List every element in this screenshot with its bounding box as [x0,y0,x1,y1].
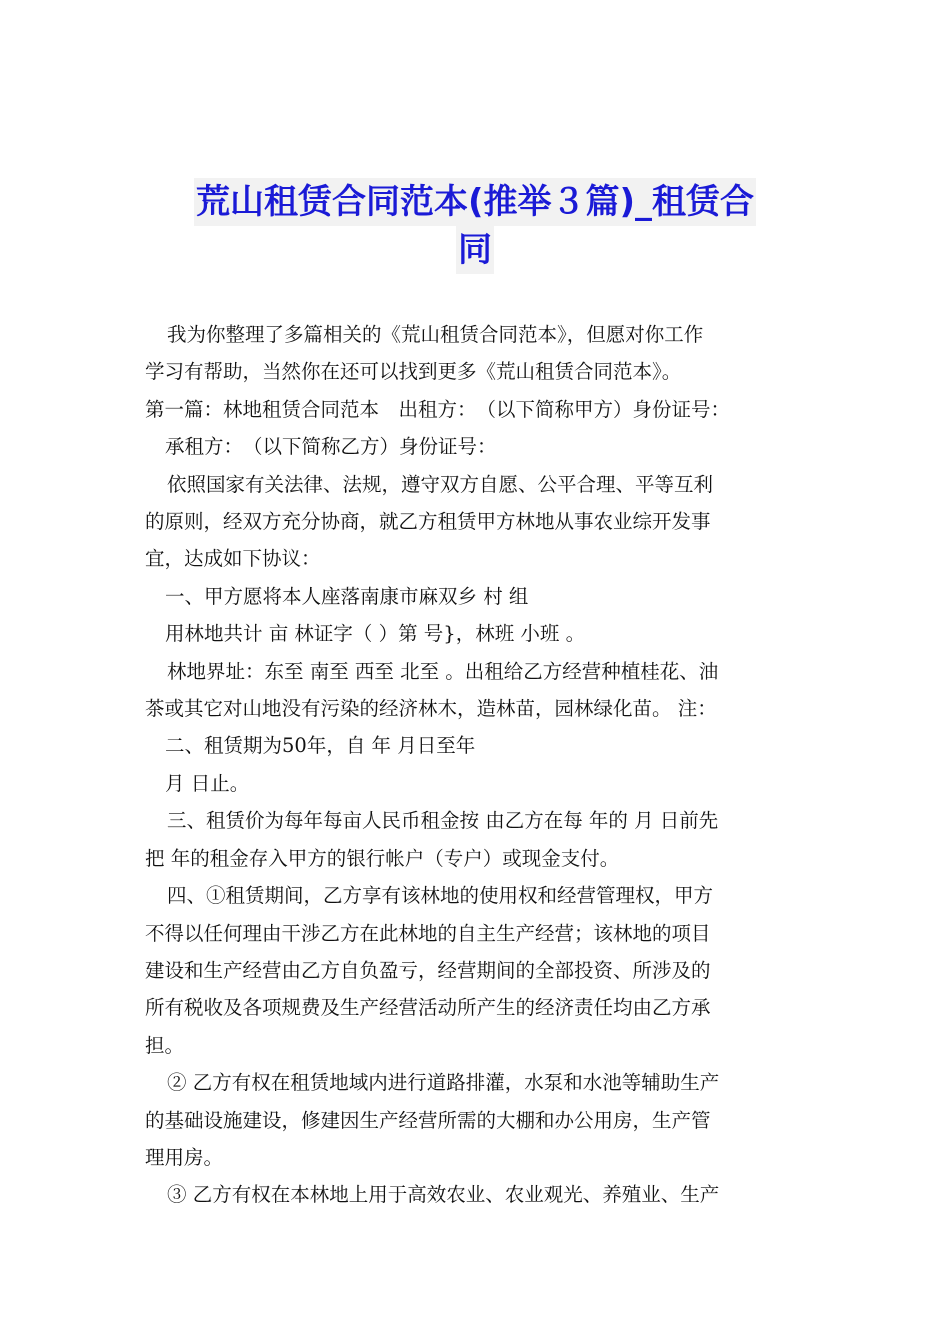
paragraph-line: 所有税收及各项规费及生产经营活动所产生的经济责任均由乙方承 [145,996,711,1020]
paragraph-line: 我为你整理了多篇相关的《荒山租赁合同范本》，但愿对你工作 [167,323,704,346]
paragraph-line: 的基础设施建设，修建因生产经营所需的大棚和办公用房，生产管 [145,1108,711,1132]
paragraph-line: 建设和生产经营由乙方自负盈亏，经营期间的全部投资、所涉及的 [145,958,711,982]
paragraph-line: 林地界址：东至 南至 西至 北至 。出租给乙方经营种植桂花、油 [167,659,719,683]
paragraph-line: 宜，达成如下协议： [145,547,321,571]
paragraph-line: 月 日止。 [165,771,250,795]
paragraph-line: 茶或其它对山地没有污染的经济林木，造林苗，园林绿化苗。 注： [145,697,717,721]
paragraph-line: 学习有帮助，当然你在还可以找到更多《荒山租赁合同范本》。 [145,360,682,384]
paragraph-line: 二、租赁期为50年，自 年 月日至年 [165,734,476,758]
title-line-2: 同 [456,226,494,274]
paragraph-line: ③ 乙方有权在本林地上用于高效农业、农业观光、养殖业、生产 [167,1183,720,1207]
paragraph-line: ② 乙方有权在租赁地域内进行道路排灌，水泵和水池等辅助生产 [167,1071,720,1095]
paragraph-line: 第一篇：林地租赁合同范本 出租方： （以下简称甲方）身份证号： [145,397,731,421]
title-line-1: 荒山租赁合同范本(推举３篇)_租赁合 [194,178,756,226]
paragraph-line: 四、①租赁期间，乙方享有该林地的使用权和经营管理权，甲方 [167,884,714,908]
paragraph-line: 用林地共计 亩 林证字（ ）第 号}，林班 小班 。 [165,622,586,646]
paragraph-line: 的原则，经双方充分协商，就乙方租赁甲方林地从事农业综开发事 [145,510,711,534]
paragraph-line: 依照国家有关法律、法规，遵守双方自愿、公平合理、平等互利 [167,472,714,496]
paragraph-line: 把 年的租金存入甲方的银行帐户（专户）或现金支付。 [145,846,620,870]
paragraph-line: 理用房。 [145,1145,224,1169]
paragraph-line: 承租方： （以下简称乙方）身份证号： [165,435,497,459]
paragraph-line: 一、甲方愿将本人座落南康市麻双乡 村 组 [165,584,529,608]
document-title [160,178,790,274]
document-body [145,316,810,1214]
paragraph-line: 不得以任何理由干涉乙方在此林地的自主生产经营；该林地的项目 [145,921,711,945]
paragraph-line: 三、租赁价为每年每亩人民币租金按 由乙方在每 年的 月 日前先 [167,809,719,833]
paragraph-line: 担。 [145,1033,185,1057]
